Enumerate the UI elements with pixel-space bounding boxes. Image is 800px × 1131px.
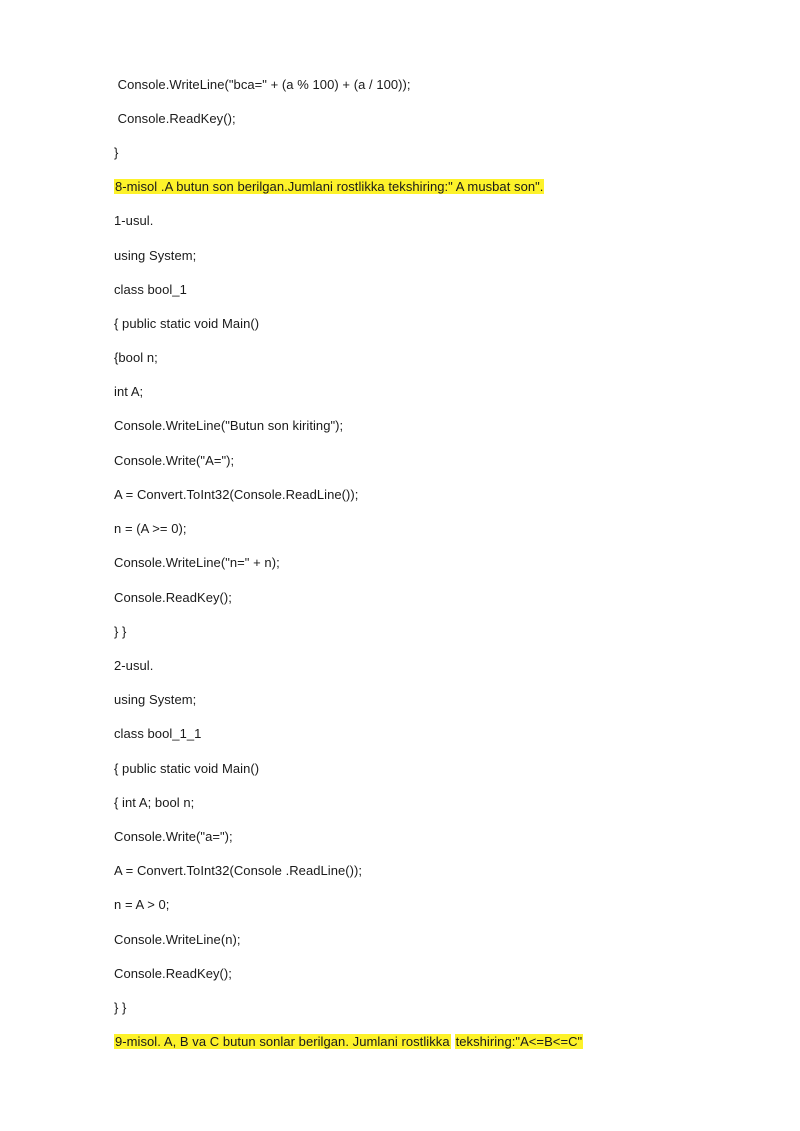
code-line: using System; (114, 692, 197, 707)
code-line: Console.WriteLine("bca=" + (a % 100) + (a / 100)); (114, 77, 411, 92)
code-line: using System; (114, 248, 197, 263)
highlighted-text: 9-misol. A, B va C butun sonlar berilgan. Jumlani rostlikka (115, 1034, 450, 1049)
code-line: A = Convert.ToInt32(Console .ReadLine()); (114, 863, 363, 878)
code-line: int A; (114, 384, 144, 399)
exercise-heading-9 (114, 1032, 583, 1052)
code-line: Console.Write("A="); (114, 453, 235, 468)
code-line: { public static void Main() (114, 316, 260, 331)
code-line: } } (114, 1000, 127, 1015)
code-line: n = (A >= 0); (114, 521, 187, 536)
code-line: Console.ReadKey(); (114, 111, 236, 126)
code-line: Console.ReadKey(); (114, 966, 232, 981)
code-line: { public static void Main() (114, 761, 260, 776)
code-line: } (114, 145, 119, 160)
method-label: 2-usul. (114, 658, 154, 673)
code-line: class bool_1 (114, 282, 187, 297)
code-line: { int A; bool n; (114, 795, 195, 810)
code-line: Console.ReadKey(); (114, 590, 232, 605)
exercise-heading-8 (114, 177, 544, 197)
highlighted-text: tekshiring:"A<=B<=C" (455, 1034, 583, 1049)
method-label: 1-usul. (114, 213, 154, 228)
code-line: n = A > 0; (114, 897, 170, 912)
code-line: Console.WriteLine("n=" + n); (114, 555, 280, 570)
code-line: Console.WriteLine("Butun son kiriting"); (114, 418, 344, 433)
code-line: A = Convert.ToInt32(Console.ReadLine()); (114, 487, 359, 502)
code-line: class bool_1_1 (114, 726, 202, 741)
highlighted-text: 8-misol .A butun son berilgan.Jumlani rostlikka tekshiring:" A musbat son". (115, 179, 544, 194)
code-line: {bool n; (114, 350, 158, 365)
code-line: } } (114, 624, 127, 639)
code-line: Console.Write("a="); (114, 829, 233, 844)
code-line: Console.WriteLine(n); (114, 932, 241, 947)
